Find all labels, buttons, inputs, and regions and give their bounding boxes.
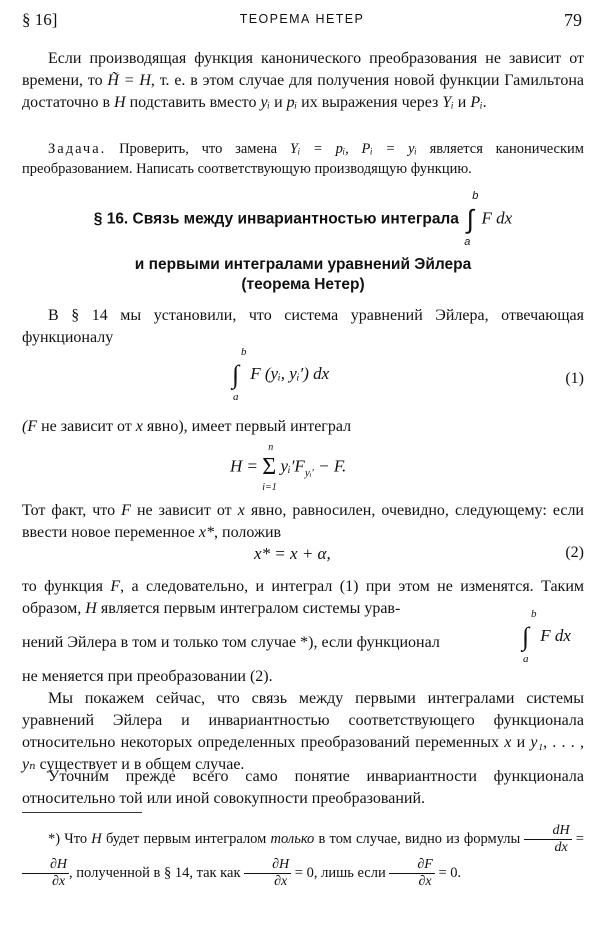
running-title: ТЕОРЕМА НЕТЕР — [239, 12, 365, 26]
sum-sign: Σ n i=1 — [262, 442, 277, 493]
paragraph-invariance-end: не меняется при преобразовании (2). — [22, 668, 273, 685]
paragraph-first-integral: (F не зависит от x явно), имеет первый интеграл — [22, 418, 352, 435]
integral-sign: ∫ b a — [522, 608, 537, 665]
paragraph-invariance-cont: нений Эйлера в том и только том случае *), если функционал — [22, 634, 440, 651]
equation-hamiltonian: H = Σ n i=1 $yᵢ'F_{yᵢ'} - F$. — [230, 442, 347, 493]
fraction-partial-H: $\frac{\partial H}{\partial x}$ — [244, 857, 291, 890]
section-ref: § 16] — [22, 10, 58, 29]
paragraph-equivalent: Тот факт, что F не зависит от x явно, равносилен, очевидно, следующему: если ввести новое переменное x*, положив — [22, 502, 584, 541]
integral-sign: ∫ b a — [464, 190, 479, 248]
fraction-partial-F: $\frac{\partial F}{\partial x}$ — [389, 857, 434, 890]
section-title: § 16. Связь между инвариантностью интеграла ∫ b a F dx — [93, 190, 513, 248]
paragraph-section14: В § 14 мы установили, что система уравнений Эйлера, отвечающая функционалу — [22, 307, 584, 346]
exercise-label: Задача. — [48, 141, 107, 157]
paragraph-general-case: Мы покажем сейчас, что связь между первыми интегралами системы уравнений Эйлера и инвариантностью соответствующего функционала относительно некоторых определенных преобразований переменных x и y₁, . . . , yₙ существует и в общем случае. — [22, 690, 584, 773]
paragraph-definition: Уточним прежде всего само понятие инвариантности функционала относительно той или иной совокупности преобразований. — [22, 768, 584, 807]
equation-1: ∫ b a F (yᵢ, yᵢ′) dx — [232, 346, 330, 403]
running-header — [22, 10, 582, 34]
footnote: *) Что H будет первым интегралом только в том случае, видно из формулы $\frac{dH}{dx}$ = $\frac{\partial H}{\partial x}$ , полученной в § 14, так как $\frac{\partial H}{\partial x}$ = 0, лишь если $\frac{\partial F}{\partial x}$ = 0. — [22, 822, 584, 890]
functional-integral: ∫ b a F dx — [522, 608, 571, 665]
section-title-line2: и первыми интегралами уравнений Эйлера — [134, 256, 472, 273]
equation-number-1: (1) — [565, 370, 584, 387]
section-title-line3: (теорема Нетер) — [241, 276, 365, 293]
fraction-dH-dx: $\frac{dH}{dx}$ — [524, 823, 571, 856]
equation-number-2: (2) — [565, 544, 584, 561]
paragraph-invariance: то функция F, а следовательно, и интеграл (1) при этом не изменятся. Таким образом, H является первым интегралом системы урав- — [22, 578, 585, 617]
equation-2: x* = x + α, — [254, 544, 331, 563]
page-number: 79 — [564, 10, 582, 30]
fraction-dH-dx-partial: $\frac{\partial H}{\partial x}$ — [22, 857, 69, 890]
integral-sign: ∫ b a — [232, 346, 247, 403]
exercise-paragraph: Задача. Проверить, что замена Yᵢ = pᵢ, Pᵢ = yᵢ является каноническим преобразованием. Написать соответствующую производящую функцию. — [22, 141, 584, 177]
paragraph-generating-function: Если производящая функция канонического преобразования не зависит от времени, то H̃ = H, т. е. в этом случае для получения новой функции Гамильтона достаточно в H подставить вместо yᵢ и pᵢ их выражения через Yᵢ и Pᵢ. — [22, 50, 584, 111]
footnote-rule — [22, 812, 142, 813]
